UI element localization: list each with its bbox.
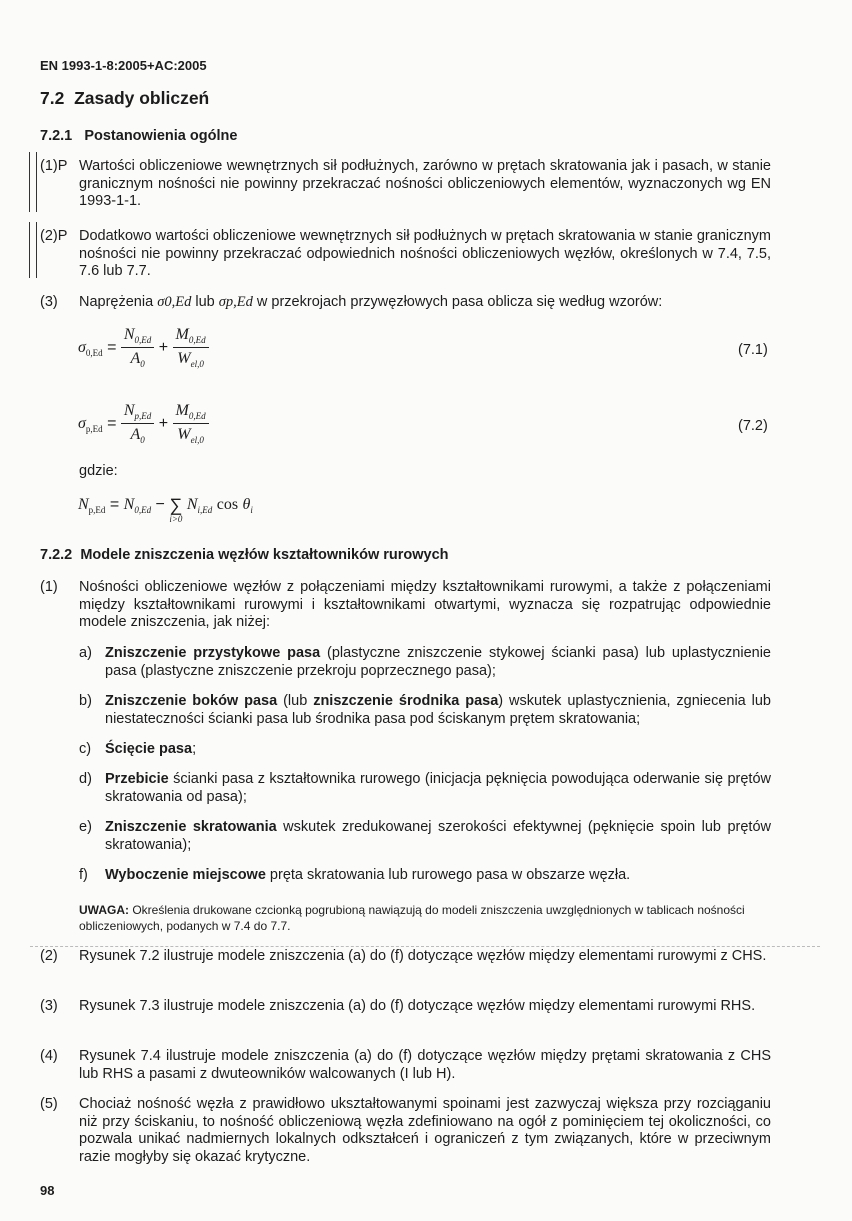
clause-text: Rysunek 7.4 ilustruje modele zniszczenia (a) do (f) dotyczące węzłów między prętami skratowania z CHS lub RHS a pasami z dwuteowników walcowanych (I lub H). [79,1048,771,1082]
text-fragment: pręta skratowania lub rurowego pasa w obszarze węzła. [265,867,631,883]
list-item [105,771,771,806]
clause-text: Wartości obliczeniowe wewnętrznych sił podłużnych, zarówno w prętach skratowania jak i pasach, w stanie granicznym nośności nie powinny przekraczać nośności obliczeniowych elementów, wyznaczonych wg EN 1993-1-1. [79,158,771,209]
section-number: 7.2.1 [40,128,73,144]
section-heading-7-2-2 [40,547,449,563]
text-fragment: Naprężenia [79,294,158,310]
clause-number: (1)P [40,158,68,174]
clause-text: Rysunek 7.3 ilustruje modele zniszczenia (a) do (f) dotyczące węzłów między elementami rurowymi RHS. [79,998,756,1014]
clause-text: Nośności obliczeniowe węzłów z połączeniami między kształtownikami rurowymi, a także z połączeniami między kształtownikami rurowymi i kształtownikami otwartymi, wyznacza się rozpatrując odpowiednie modele zniszczenia, jak niżej: [79,579,771,630]
text-fragment: ; [192,741,197,757]
list-item [105,819,771,854]
list-letter: f) [79,867,88,883]
list-item [105,693,771,728]
text-fragment: (plastyczne zniszczenie stykowej ścianki pasa) lub uplastycznienie pasa (plastyczne zniszczenie przekroju poprzecznego pasa); [105,645,772,679]
clause-number: (4) [40,1048,58,1064]
clause-number: (5) [40,1096,58,1112]
list-item [105,645,771,680]
section-title: Zasady obliczeń [74,88,210,108]
equation-np-ed: $N_{p,Ed} = N_{0,Ed}$ − ∑ i>0 $N_{i,Ed}$ $\cos \theta_i$ [78,495,253,524]
sigma-p-ed: σp,Ed [218,294,253,310]
failure-mode-term: Ścięcie pasa [105,741,193,757]
section-heading-7-2-1 [40,128,237,144]
divider [30,946,820,947]
change-bar [29,152,37,212]
text-fragment: wskutek zredukowanej szerokości efektywnej (pęknięcie spoin lub prętów skratowania); [105,819,771,853]
list-letter: b) [79,693,92,709]
clause-number: (2)P [40,228,68,244]
text-fragment: ) wskutek uplastycznienia, zgniecenia lub niestateczności ścianki pasa lub środnika pasa pod ściskanym prętem skratowania; [105,693,771,727]
equation-number: (7.1) [738,342,768,358]
document-code: EN 1993-1-8:2005+AC:2005 [40,58,207,73]
list-letter: c) [79,741,92,757]
clause-text: Dodatkowo wartości obliczeniowe wewnętrznych sił podłużnych w prętach skratowania w stanie granicznym nośności nie powinny przekraczać odpowiednich nośności obliczeniowych węzłów, określonych w 7.4, 7.5, 7.6 lub 7.7. [79,228,771,279]
section-heading-7-2 [40,88,209,109]
failure-mode-term: Zniszczenie boków pasa [105,693,278,709]
failure-mode-term: Wyboczenie miejscowe [105,867,266,883]
failure-mode-term: Przebicie [105,771,169,787]
change-bar [29,222,37,278]
failure-mode-term: Zniszczenie skratowania [105,819,277,835]
clause-text [79,294,771,312]
sigma-0-ed: σ0,Ed [157,294,192,310]
clause-number: (2) [40,948,58,964]
clause-text: Rysunek 7.2 ilustruje modele zniszczenia (a) do (f) dotyczące węzłów między elementami rurowymi z CHS. [79,948,767,964]
note-text: Określenia drukowane czcionką pogrubioną nawiązują do modeli zniszczenia uwzględnionych w tablicach nośności obliczeniowych, podanych w 7.4 do 7.7. [79,903,745,933]
clause-text: Chociaż nośność węzła z prawidłowo ukształtowanymi spoinami jest zazwyczaj większa przy rozciąganiu niż przy ściskaniu, to nośność obliczeniową węzła zdefiniowano na ogół z pominięciem tej okoliczności, co pozwala unikać nadmiernych lokalnych odkształceń i ograniczeń z tym związanych, które w przeciwnym razie mogłyby się okazać krytyczne. [79,1096,771,1165]
failure-mode-term: zniszczenie środnika pasa [313,693,499,709]
equation-7-2: $\sigma_{p,Ed}$ = $\frac{N_{p,Ed}}{A_0}$ + $\frac{M_{0,Ed}}{W_{el,0}}$ [78,402,209,445]
text-fragment: w przekrojach przywęzłowych pasa oblicza się według wzorów: [252,294,663,310]
text-fragment: lub [191,294,219,310]
equation-7-1: $\sigma_{0,Ed}$ = $\frac{N_{0,Ed}}{A_0}$ + $\frac{M_{0,Ed}}{W_{el,0}}$ [78,326,209,369]
clause-number: (3) [40,294,58,310]
text-fragment: (lub [277,693,314,709]
list-letter: a) [79,645,92,661]
text-fragment: ścianki pasa z kształtownika rurowego (inicjacja pęknięcia powodująca oderwanie się prętów skratowania od pasa); [105,771,771,805]
section-number: 7.2 [40,88,65,108]
section-number: 7.2.2 [40,547,73,563]
clause-number: (3) [40,998,58,1014]
list-item [105,867,771,885]
list-letter: e) [79,819,92,835]
section-title: Postanowienia ogólne [84,128,238,144]
page-number: 98 [40,1183,55,1198]
note-label: UWAGA: [79,903,129,917]
note [79,902,779,934]
list-letter: d) [79,771,92,787]
list-item [105,741,771,759]
clause-number: (1) [40,579,58,595]
where-label: gdzie: [79,463,118,479]
section-title: Modele zniszczenia węzłów kształtowników rurowych [80,547,449,563]
equation-number: (7.2) [738,418,768,434]
failure-mode-term: Zniszczenie przystykowe pasa [105,645,321,661]
